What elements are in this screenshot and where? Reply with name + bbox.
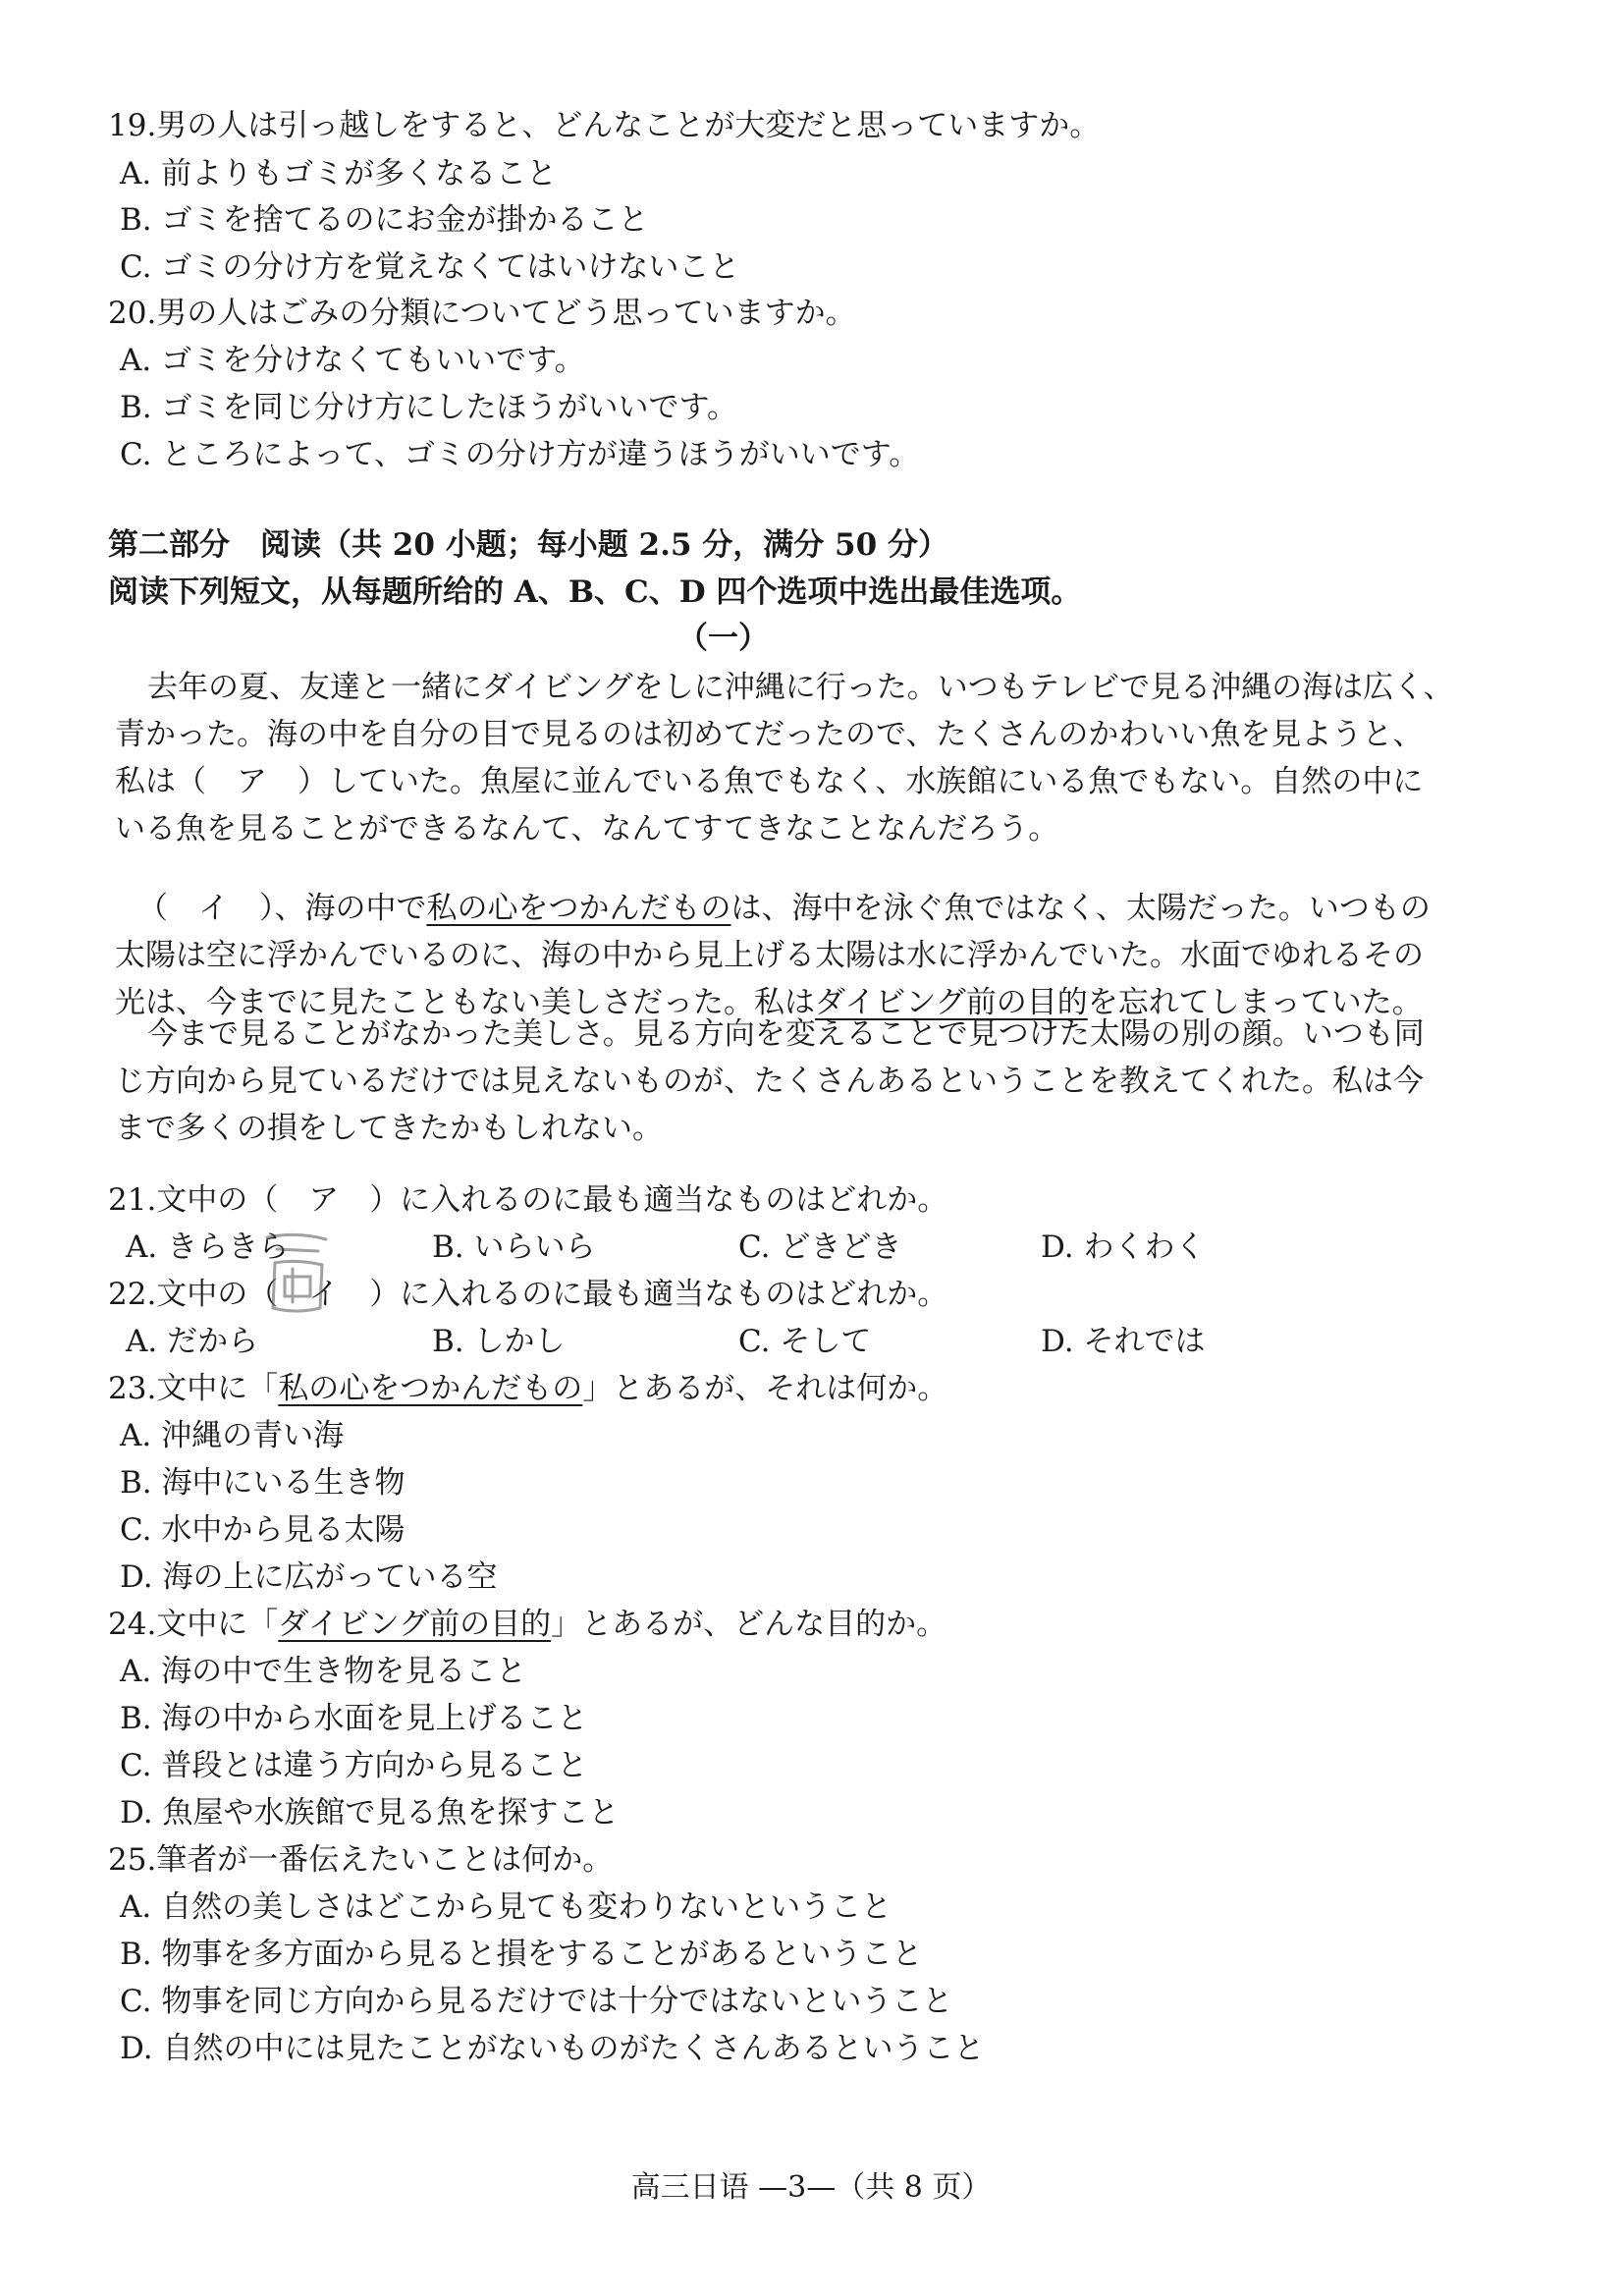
question-22-option-c: C. そして [738, 1324, 872, 1359]
question-23-option-b: B. 海中にいる生き物 [120, 1465, 406, 1501]
question-23-stem-end: 」とあるが、それは何か。 [582, 1371, 948, 1406]
question-24-stem-end: 」とあるが、どんな目的か。 [551, 1607, 947, 1642]
passage-p2-line1-start: （ イ ）、海の中で [137, 891, 427, 926]
question-22-option-d: D. それでは [1041, 1324, 1206, 1359]
question-24-stem [108, 1605, 946, 1644]
question-23-option-c: C. 水中から見る太陽 [120, 1512, 406, 1548]
passage-p3-line1: 今まで見ることがなかった美しさ。見る方向を変えることで見つけた太陽の別の顔。いつも同 [147, 1016, 1425, 1052]
passage-p2-line1 [137, 889, 1431, 928]
passage-p1-line3: 私は（ ア ）していた。魚屋に並んでいる魚でもなく、水族館にいる魚でもない。自然の中に [115, 764, 1424, 799]
passage-p2-line1-end: は、海中を泳ぐ魚ではなく、太陽だった。いつもの [730, 891, 1431, 926]
question-20-stem: 20.男の人はごみの分類についてどう思っていますか。 [108, 296, 856, 331]
question-24-option-b: B. 海の中から水面を見上げること [120, 1701, 588, 1736]
question-24-option-a: A. 海の中で生き物を見ること [120, 1654, 527, 1689]
passage-p1-line4: いる魚を見ることができるなんて、なんてすてきなことなんだろう。 [115, 811, 1059, 847]
question-24-option-c: C. 普段とは違う方向から見ること [120, 1748, 588, 1783]
question-19-option-b: B. ゴミを捨てるのにお金が掛かること [120, 202, 649, 238]
question-23-underlined: 私の心をつかんだもの [278, 1371, 583, 1406]
question-23-option-d: D. 海の上に広がっている空 [120, 1559, 498, 1595]
question-25-option-c: C. 物事を同じ方向から見るだけでは十分ではないということ [120, 1984, 953, 2019]
question-22-stem: 22.文中の（ イ ）に入れるのに最も適当なものはどれか。 [108, 1277, 948, 1312]
question-23-stem [108, 1369, 947, 1408]
passage-p3-line2: じ方向から見ているだけでは見えないものが、たくさんあるということを教えてくれた。私は今 [115, 1064, 1424, 1099]
question-21-option-a: A. きらきら [126, 1230, 290, 1265]
question-22-option-a: A. だから [126, 1324, 259, 1359]
passage-p1-line2: 青かった。海の中を自分の目で見るのは初めてだったので、たくさんのかわいい魚を見ようと、 [115, 717, 1424, 752]
question-21-stem: 21.文中の（ ア ）に入れるのに最も適当なものはどれか。 [108, 1182, 948, 1218]
question-19-option-a: A. 前よりもゴミが多くなること [120, 156, 558, 191]
section-instruction: 阅读下列短文，从每题所给的 A、B、C、D 四个选项中选出最佳选项。 [108, 574, 1082, 610]
question-25-stem: 25.筆者が一番伝えたいことは何か。 [108, 1842, 614, 1878]
question-21-option-d: D. わくわく [1041, 1230, 1206, 1265]
question-25-option-b: B. 物事を多方面から見ると損をすることがあるということ [120, 1937, 923, 1972]
question-23-option-a: A. 沖縄の青い海 [120, 1418, 345, 1453]
handwritten-mark-icon [257, 1230, 338, 1320]
passage-p3-line3: まで多くの損をしてきたかもしれない。 [115, 1111, 663, 1146]
question-25-option-d: D. 自然の中には見たことがないものがたくさんあるということ [120, 2031, 985, 2066]
question-24-underlined: ダイビング前の目的 [278, 1607, 552, 1642]
question-24-stem-start: 24.文中に「 [108, 1607, 279, 1642]
question-19-stem: 19.男の人は引っ越しをすると、どんなことが大変だと思っていますか。 [108, 108, 1101, 143]
question-21-option-c: C. どきどき [738, 1230, 902, 1265]
passage-p1-line1: 去年の夏、友達と一緒にダイビングをしに沖縄に行った。いつもテレビで見る沖縄の海は広く、 [147, 670, 1454, 705]
underlined-phrase-purpose: ダイビング前の目的 [815, 985, 1088, 1020]
passage-p2-line3-start: 光は、今までに見たこともない美しさだった。私は [115, 985, 815, 1020]
question-20-option-c: C. ところによって、ゴミの分け方が違うほうがいいです。 [120, 437, 920, 472]
question-21-option-b: B. いらいら [432, 1230, 596, 1265]
passage-p2-line2: 太陽は空に浮かんでいるのに、海の中から見上げる太陽は水に浮かんでいた。水面でゆれるその [115, 938, 1424, 973]
question-25-option-a: A. 自然の美しさはどこから見ても変わりないということ [120, 1889, 892, 1925]
question-22-option-b: B. しかし [432, 1324, 566, 1359]
question-19-option-c: C. ゴミの分け方を覚えなくてはいけないこと [120, 249, 740, 285]
question-24-option-d: D. 魚屋や水族館で見る魚を探すこと [120, 1795, 620, 1831]
page-footer: 高三日语 —3—（共 8 页） [630, 2170, 992, 2205]
underlined-phrase-heart: 私の心をつかんだもの [426, 891, 731, 926]
passage-p2-line3-end: を忘れてしまっていた。 [1087, 985, 1423, 1020]
passage-number: （一） [677, 621, 769, 656]
question-20-option-a: A. ゴミを分けなくてもいいです。 [120, 343, 585, 378]
question-23-stem-start: 23.文中に「 [108, 1371, 279, 1406]
section-heading: 第二部分 阅读（共 20 小题；每小题 2.5 分，满分 50 分） [108, 527, 948, 563]
question-20-option-b: B. ゴミを同じ分け方にしたほうがいいです。 [120, 390, 738, 425]
